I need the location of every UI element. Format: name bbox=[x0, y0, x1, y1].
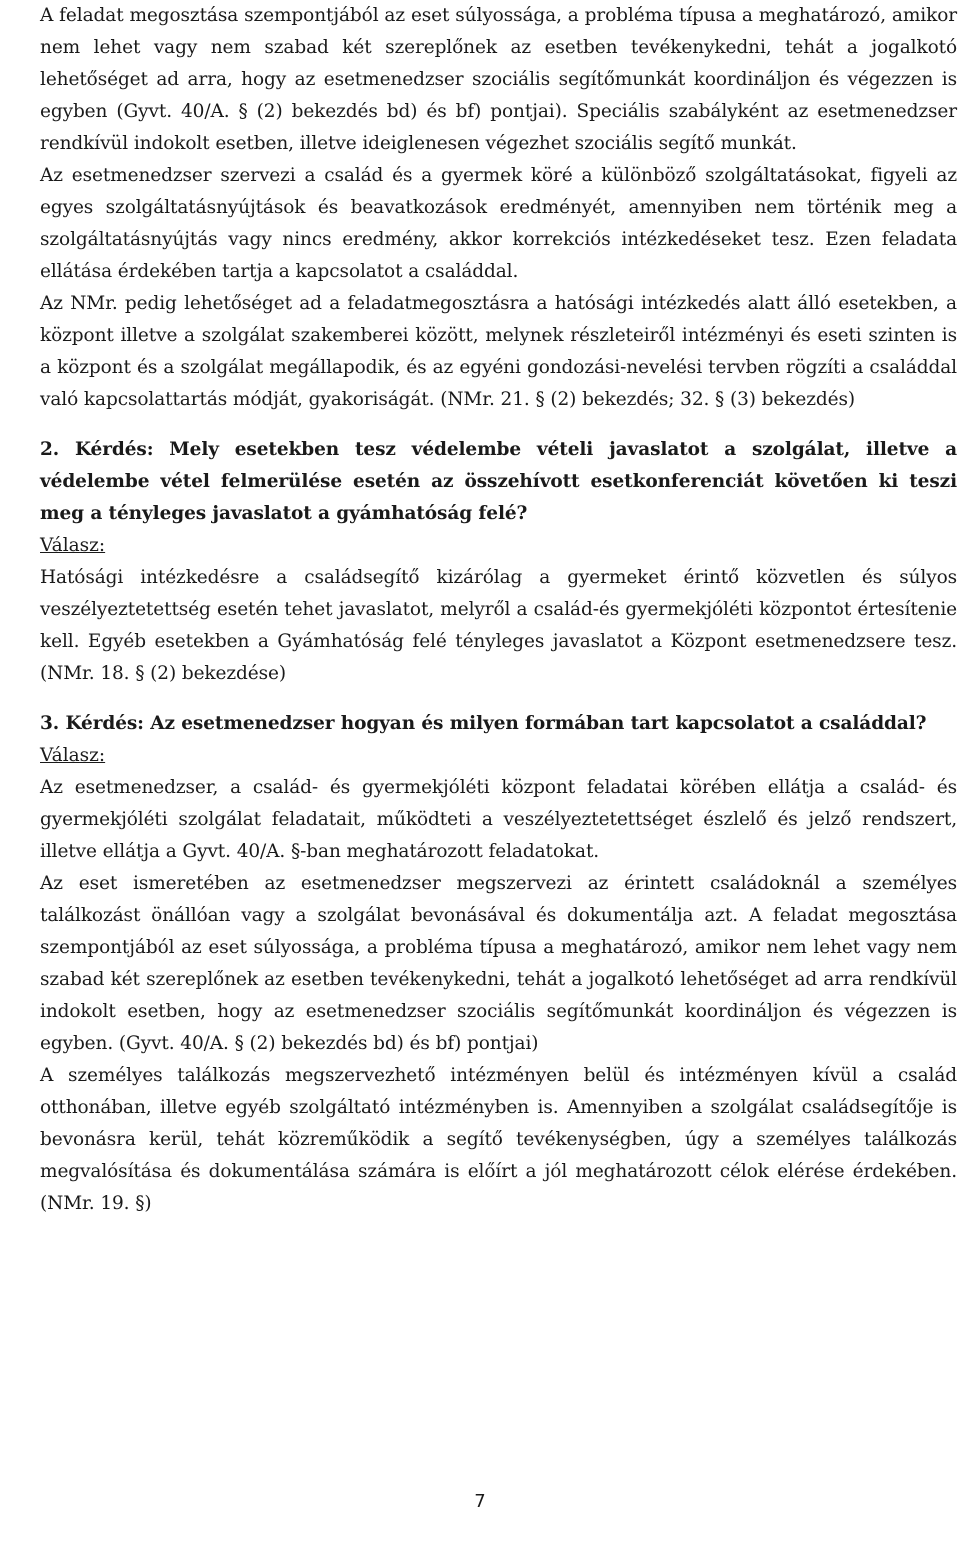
page-number: 7 bbox=[474, 1491, 486, 1512]
question-3-text: Kérdés: Az esetmenedzser hogyan és milyen formában tart kapcsolatot a családdal? bbox=[65, 713, 927, 734]
question-3 bbox=[40, 708, 957, 740]
intro-paragraph-2: Az esetmenedzser szervezi a család és a gyermek köré a különböző szolgáltatásokat, figyeli az egyes szolgáltatásnyújtások és beavatkozások eredményét, amennyiben nem történik meg a szolgáltatásnyújtás vagy nincs eredmény, akkor korrekciós intézkedéseket tesz. Ezen feladata ellátása érdekében tartja a kapcsolatot a családdal. bbox=[40, 165, 957, 282]
question-2 bbox=[40, 434, 957, 530]
document-page bbox=[40, 0, 957, 1220]
answer-3-paragraph-3: A személyes találkozás megszervezhető intézményen belül és intézményen kívül a család otthonában, illetve egyéb szolgáltató intézményben is. Amennyiben a szolgálat családsegítője is bevonásra kerül, tehát közreműködik a segítő tevékenységben, úgy a személyes találkozás megvalósítása és dokumentálása számára is előírt a jól meghatározott célok elérése érdekében. (NMr. 19. §) bbox=[40, 1065, 957, 1214]
intro-paragraph-1: A feladat megosztása szempontjából az eset súlyossága, a probléma típusa a meghatározó, amikor nem lehet vagy nem szabad két szereplőnek az esetben tevékenykedni, tehát a jogalkotó lehetőséget ad arra, hogy az esetmenedzser szociális segítőmunkát koordináljon és végezzen is egyben (Gyvt. 40/A. § (2) bekezdés bd) és bf) pontjai). Speciális szabályként az esetmenedzser rendkívül indokolt esetben, illetve ideiglenesen végezhet szociális segítő munkát. bbox=[40, 5, 957, 154]
question-3-section bbox=[40, 708, 957, 1220]
question-2-number: 2. bbox=[40, 439, 60, 460]
question-2-section bbox=[40, 434, 957, 690]
answer-3-paragraph-2: Az eset ismeretében az esetmenedzser megszervezi az érintett családoknál a személyes találkozást önállóan vagy a szolgálat bevonásával és dokumentálja azt. A feladat megosztása szempontjából az eset súlyossága, a probléma típusa a meghatározó, amikor nem lehet vagy nem szabad két szereplőnek az esetben tevékenykedni, tehát a jogalkotó lehetőséget ad arra rendkívül indokolt esetben, hogy az esetmenedzser szociális segítőmunkát koordináljon és végezzen is egyben. (Gyvt. 40/A. § (2) bekezdés bd) és bf) pontjai) bbox=[40, 873, 957, 1054]
answer-2-label: Válasz: bbox=[40, 535, 106, 556]
intro-paragraph-3: Az NMr. pedig lehetőséget ad a feladatmegosztásra a hatósági intézkedés alatt álló esetekben, a központ illetve a szolgálat szakemberei között, melynek részleteiről intézményi és eseti szinten is a központ és a szolgálat megállapodik, és az egyéni gondozási-nevelési tervben rögzíti a családdal való kapcsolattartás módját, gyakoriságát. (NMr. 21. § (2) bekezdés; 32. § (3) bekezdés) bbox=[40, 293, 957, 410]
intro-block bbox=[40, 0, 957, 416]
question-3-number: 3. bbox=[40, 713, 60, 734]
answer-3-label: Válasz: bbox=[40, 745, 106, 766]
answer-3-paragraph-1: Az esetmenedzser, a család- és gyermekjóléti központ feladatai körében ellátja a család- és gyermekjóléti szolgálat feladatait, működteti a veszélyeztetettséget észlelő és jelző rendszert, illetve ellátja a Gyvt. 40/A. §-ban meghatározott feladatokat. bbox=[40, 777, 957, 862]
answer-2-text: Hatósági intézkedésre a családsegítő kizárólag a gyermeket érintő közvetlen és súlyos veszélyeztetettség esetén tehet javaslatot, melyről a család-és gyermekjóléti központot értesítenie kell. Egyéb esetekben a Gyámhatóság felé tényleges javaslatot a Központ esetmenedzsere tesz. (NMr. 18. § (2) bekezdése) bbox=[40, 567, 957, 684]
question-2-text: Kérdés: Mely esetekben tesz védelembe vételi javaslatot a szolgálat, illetve a védelembe vétel felmerülése esetén az összehívott esetkonferenciát követően ki teszi meg a tényleges javaslatot a gyámhatóság felé? bbox=[40, 439, 957, 524]
